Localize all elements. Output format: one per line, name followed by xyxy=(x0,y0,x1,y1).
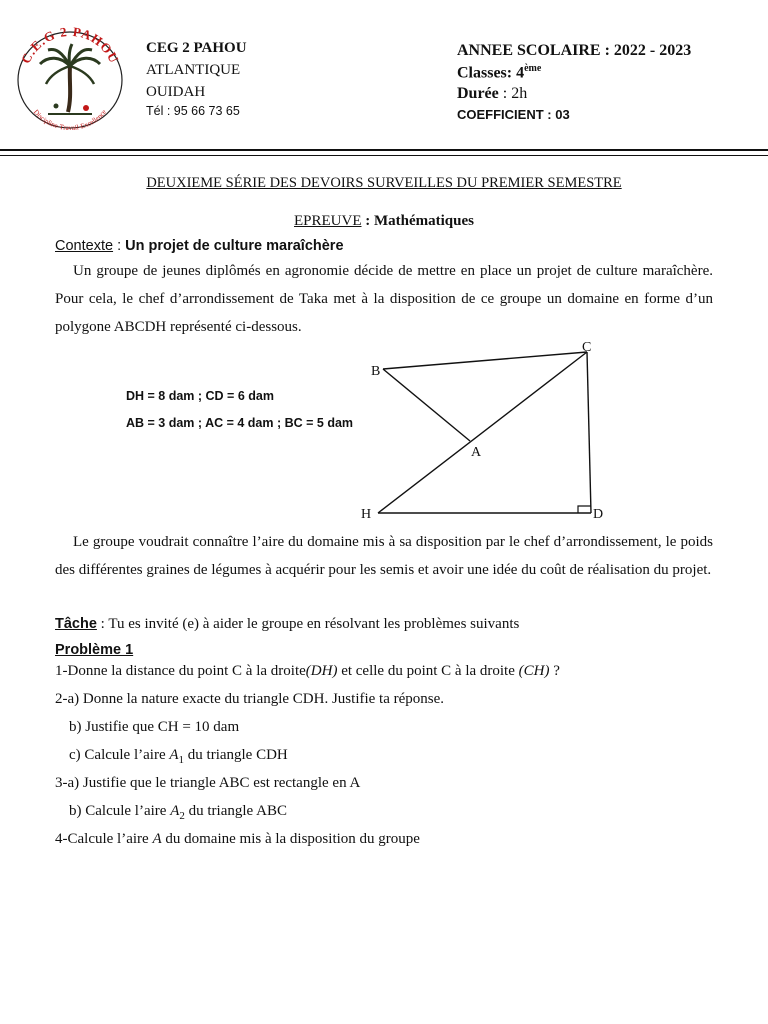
label-d: D xyxy=(593,507,604,522)
duration xyxy=(457,85,527,103)
segment-ba xyxy=(383,369,470,441)
logo-top-text: C.E.G 2 PAHOU xyxy=(17,26,123,66)
school-department: ATLANTIQUE xyxy=(146,62,241,78)
label-a: A xyxy=(471,445,482,460)
question-3a: 3-a) Justifie que le triangle ABC est rectangle en A xyxy=(55,775,361,791)
tache xyxy=(55,616,519,633)
label-h: H xyxy=(361,507,372,522)
q1-text-c: ? xyxy=(549,663,560,679)
segment-ch xyxy=(378,352,587,513)
question-2a: 2-a) Donne la nature exacte du triangle CDH. Justifie ta réponse. xyxy=(55,691,445,707)
duration-label: Durée xyxy=(457,85,499,102)
contexte-value: Un projet de culture maraîchère xyxy=(125,238,344,254)
epreuve-label: EPREUVE xyxy=(294,213,362,229)
question-3b xyxy=(69,803,287,822)
q1-text-b: et celle du point C à la droite xyxy=(337,663,519,679)
question-4 xyxy=(55,831,420,848)
q1-math-dh: (DH) xyxy=(305,663,338,679)
school-year: ANNEE SCOLAIRE : 2022 - 2023 xyxy=(457,42,692,59)
paragraph-2: Le groupe voudrait connaître l’aire du domaine mis à sa disposition par le chef d’arrondissement, le poids des différentes graines de légumes à acquérir pour les semis et avoir une idée du coût de réalisation du projet. xyxy=(55,534,713,578)
school-logo xyxy=(12,26,128,130)
contexte-label: Contexte xyxy=(55,238,114,254)
segment-cd xyxy=(587,352,591,513)
q3b-text-b: du triangle ABC xyxy=(184,803,287,819)
header-rule-thin xyxy=(0,155,768,156)
q2c-text-a: c) Calcule l’aire xyxy=(69,747,170,763)
right-angle-marker-d xyxy=(578,506,591,513)
contexte-sep: : xyxy=(113,238,126,254)
epreuve-value: : Mathématiques xyxy=(361,213,474,229)
q4-text-b: du domaine mis à la disposition du groupe xyxy=(161,831,420,847)
polygon-figure xyxy=(340,337,630,527)
school-name: CEG 2 PAHOU xyxy=(146,40,247,56)
probleme-heading: Problème 1 xyxy=(55,642,134,658)
q2c-sub: 1 xyxy=(178,754,185,766)
coefficient: COEFFICIENT : 03 xyxy=(457,107,570,122)
question-2c xyxy=(69,747,288,766)
q4-var: A xyxy=(152,831,162,847)
tache-label: Tâche xyxy=(55,616,97,632)
epreuve xyxy=(0,213,768,230)
q3b-text-a: b) Calcule l’aire xyxy=(69,803,171,819)
q3b-sub: 2 xyxy=(179,810,185,822)
q1-math-ch: (CH) xyxy=(518,663,550,679)
logo-bottom-text: Discipline-Travail-Excellence xyxy=(31,108,109,130)
label-c: C xyxy=(582,340,592,355)
segment-bc xyxy=(383,352,587,369)
q4-text-a: 4-Calcule l’aire xyxy=(55,831,153,847)
duration-value: : 2h xyxy=(498,85,528,102)
header-rule-thick xyxy=(0,149,768,151)
classes-sup: ème xyxy=(524,63,542,74)
q2c-text-b: du triangle CDH xyxy=(184,747,288,763)
given-line-2: AB = 3 dam ; AC = 4 dam ; BC = 5 dam xyxy=(126,416,354,430)
q2c-var: A xyxy=(169,747,179,763)
classes-label: Classes: 4 xyxy=(457,64,525,82)
classes xyxy=(457,63,541,82)
contexte xyxy=(55,238,344,254)
q3b-var: A xyxy=(170,803,180,819)
q1-text-a: 1-Donne la distance du point C à la droite xyxy=(55,663,306,679)
contexte-paragraph: Un groupe de jeunes diplômés en agronomie décide de mettre en place un projet de culture maraîchère. Pour cela, le chef d’arrondissement de Taka met à la disposition de ce groupe un domaine en forme d’un polygone ABCDH représenté ci-dessous. xyxy=(55,263,713,335)
given-line-1: DH = 8 dam ; CD = 6 dam xyxy=(126,389,274,403)
school-city: OUIDAH xyxy=(146,84,206,100)
palm-tree-icon xyxy=(40,44,100,114)
document-title: DEUXIEME SÉRIE DES DEVOIRS SURVEILLES DU PREMIER SEMESTRE xyxy=(146,175,622,191)
tache-value: : Tu es invité (e) à aider le groupe en résolvant les problèmes suivants xyxy=(96,616,520,632)
question-2b: b) Justifie que CH = 10 dam xyxy=(69,719,240,735)
question-1 xyxy=(55,663,560,680)
school-phone: Tél : 95 66 73 65 xyxy=(146,104,240,118)
label-b: B xyxy=(371,364,381,379)
